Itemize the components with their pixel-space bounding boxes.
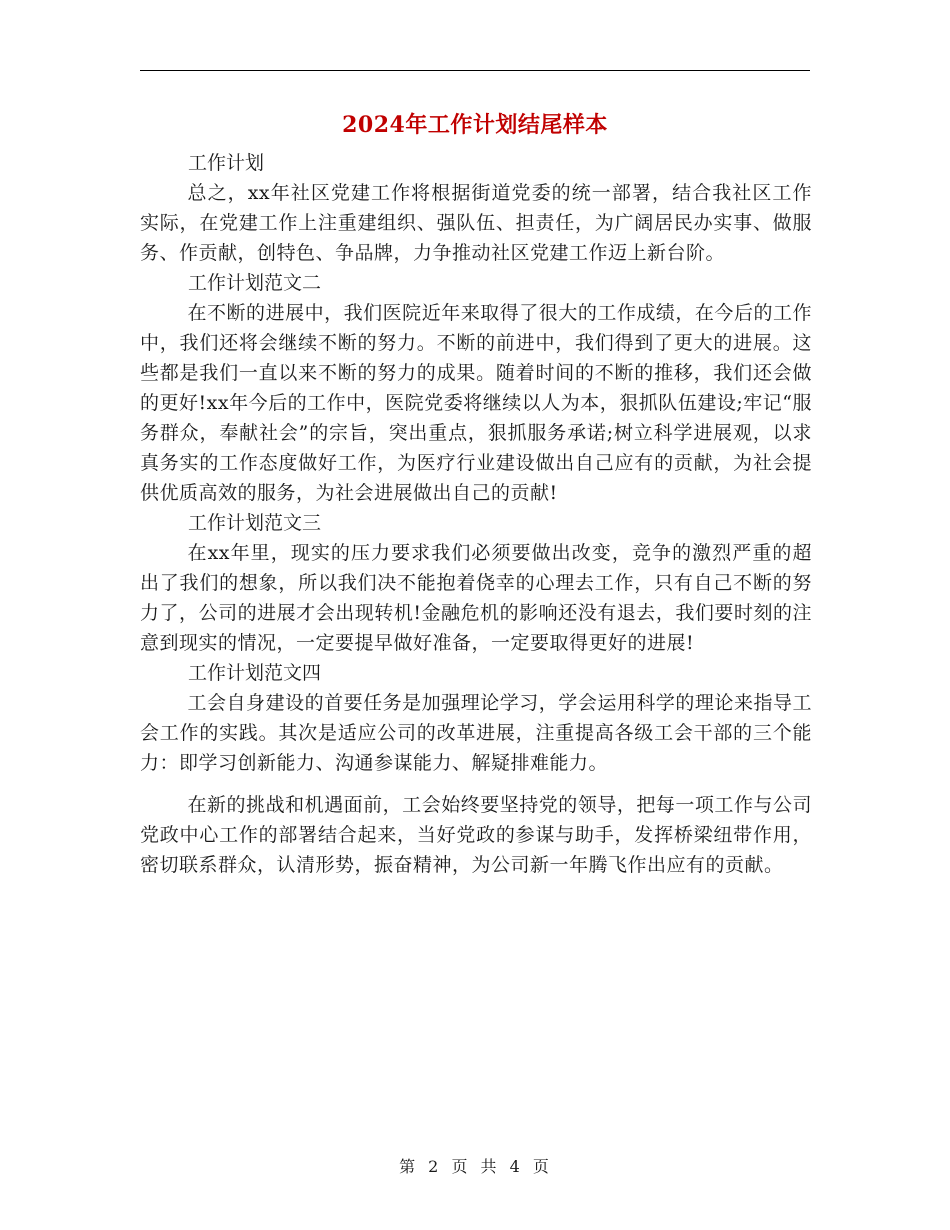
document-title: 2024年工作计划结尾样本 — [342, 112, 608, 138]
section-heading: 工作计划范文四 — [188, 662, 322, 684]
section-heading: 工作计划 — [188, 152, 265, 174]
section-heading: 工作计划范文三 — [188, 512, 322, 534]
paragraph: 总之，xx年社区党建工作将根据街道党委的统一部署，结合我社区工作实际，在党建工作上注重建组织、强队伍、担责任，为广阔居民办实事、做服务、作贡献，创特色、争品牌，力争推动社区党建工作迈上新台阶。 — [140, 182, 812, 264]
section-heading: 工作计划范文二 — [188, 272, 322, 294]
page-number-footer: 第 2 页 共 4 页 — [399, 1157, 551, 1176]
paragraph: 在xx年里，现实的压力要求我们必须要做出改变，竞争的激烈严重的超出了我们的想象，所以我们决不能抱着侥幸的心理去工作，只有自己不断的努力了，公司的进展才会出现转机!金融危机的影响还没有退去，我们要时刻的注意到现实的情况，一定要提早做好准备，一定要取得更好的进展! — [140, 542, 812, 654]
document-body — [140, 148, 812, 880]
paragraph: 工会自身建设的首要任务是加强理论学习，学会运用科学的理论来指导工会工作的实践。其次是适应公司的改革进展，注重提高各级工会干部的三个能力：即学习创新能力、沟通参谋能力、解疑排难能力。 — [140, 692, 812, 774]
paragraph: 在不断的进展中，我们医院近年来取得了很大的工作成绩，在今后的工作中，我们还将会继续不断的努力。不断的前进中，我们得到了更大的进展。这些都是我们一直以来不断的努力的成果。随着时间的不断的推移，我们还会做的更好!xx年今后的工作中，医院党委将继续以人为本，狠抓队伍建设;牢记“服务群众，奉献社会”的宗旨，突出重点，狠抓服务承诺;树立科学进展观，以求真务实的工作态度做好工作，为医疗行业建设做出自己应有的贡献，为社会提供优质高效的服务，为社会进展做出自己的贡献! — [140, 302, 812, 504]
header-rule — [140, 70, 810, 71]
paragraph: 在新的挑战和机遇面前，工会始终要坚持党的领导，把每一项工作与公司党政中心工作的部署结合起来，当好党政的参谋与助手，发挥桥梁纽带作用，密切联系群众，认清形势，振奋精神，为公司新一年腾飞作出应有的贡献。 — [140, 794, 812, 876]
